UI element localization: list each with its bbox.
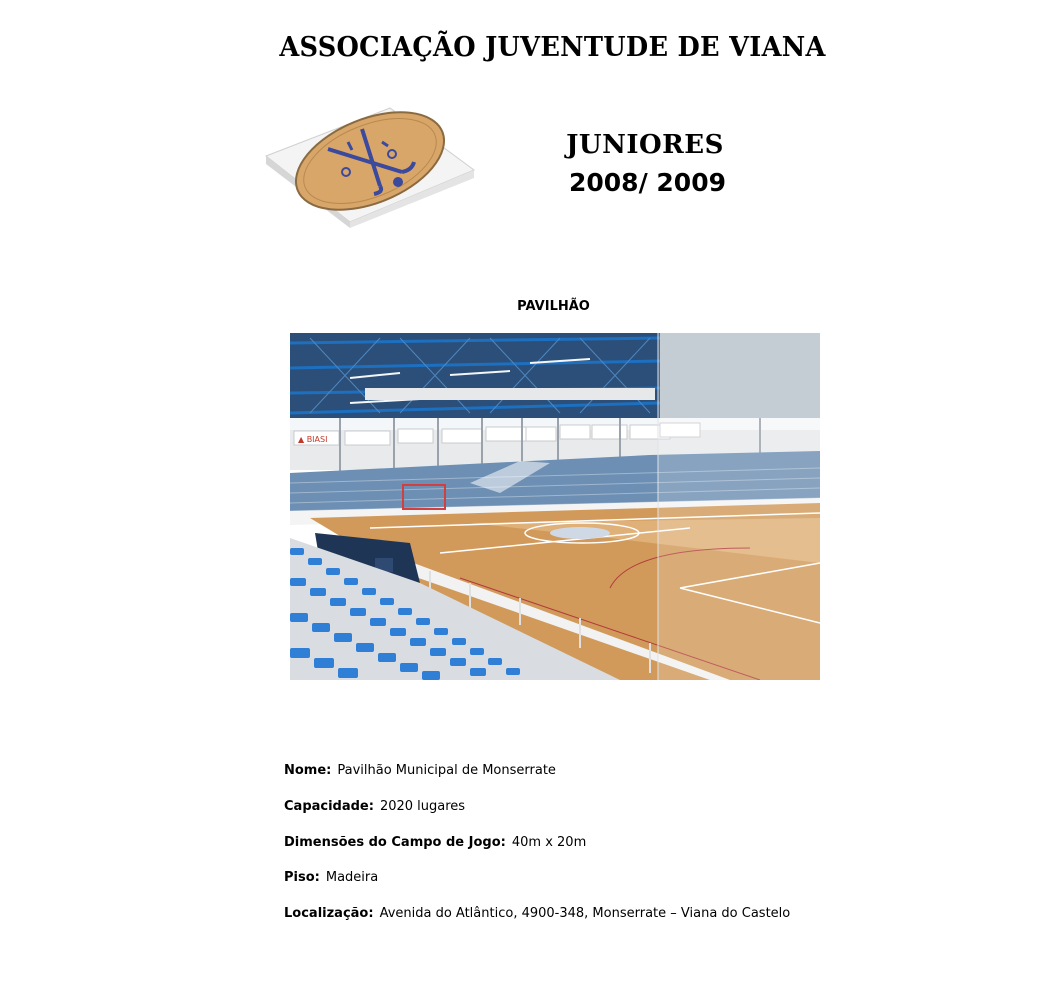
info-label: Capacidade: [284, 798, 374, 814]
info-row-name [284, 763, 790, 799]
info-row-location [284, 906, 790, 942]
info-value: 2020 lugares [379, 798, 466, 814]
info-row-capacity [284, 799, 790, 835]
team-category: JUNIORES [566, 130, 724, 160]
info-value: Madeira [325, 870, 379, 886]
info-label: Dimensões do Campo de Jogo: [284, 834, 506, 850]
info-label: Piso: [284, 870, 320, 886]
section-heading: PAVILHÃO [517, 299, 590, 314]
info-label: Localização: [284, 906, 374, 922]
info-value: 40m x 20m [511, 834, 587, 850]
club-crest-hockey-sticks-icon [262, 104, 482, 229]
svg-text:▲ BIASI: ▲ BIASI [298, 435, 328, 444]
info-value: Avenida do Atlântico, 4900-348, Monserrate – Viana do Castelo [379, 906, 791, 922]
club-logo [262, 104, 482, 229]
venue-info [284, 763, 790, 942]
info-value: Pavilhão Municipal de Monserrate [337, 763, 556, 778]
info-label: Nome: [284, 763, 332, 778]
info-row-floor [284, 870, 790, 906]
arena-photo [290, 333, 820, 680]
page-title: ASSOCIAÇÃO JUVENTUDE DE VIANA [279, 32, 826, 63]
season-label: 2008/ 2009 [569, 168, 726, 197]
info-row-dimensions [284, 835, 790, 871]
